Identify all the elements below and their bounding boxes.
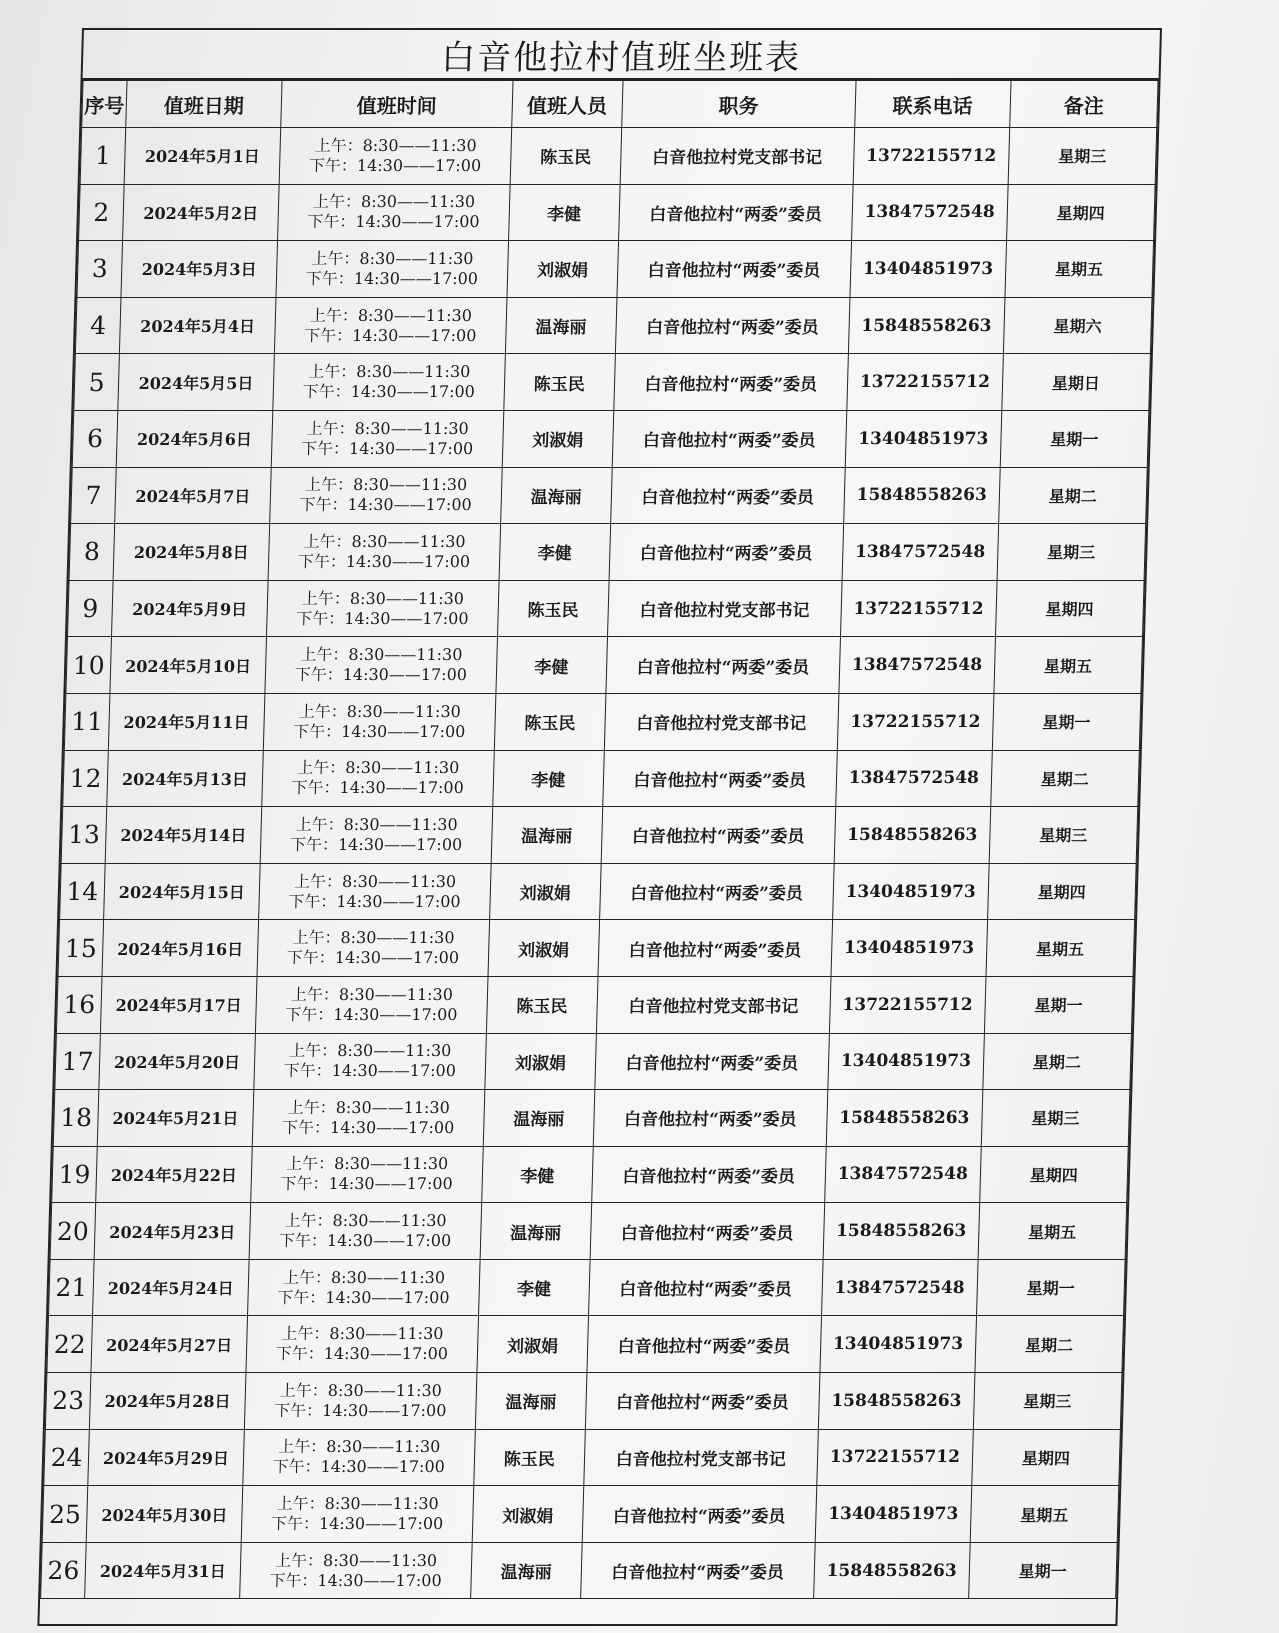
- row-time: [247, 1259, 480, 1316]
- row-time: [258, 863, 491, 920]
- row-date: 2024年5月14日: [105, 807, 261, 864]
- row-position: 白音他拉村“两委”委员: [587, 1316, 822, 1373]
- row-number: 24: [44, 1429, 90, 1486]
- header-date: 值班日期: [126, 81, 282, 128]
- row-time: [244, 1373, 477, 1430]
- table-row: [44, 1429, 1121, 1486]
- row-date: 2024年5月28日: [89, 1373, 245, 1430]
- row-phone: 15848558263: [848, 297, 1004, 354]
- row-staff: 陈玉民: [494, 693, 605, 750]
- row-date: 2024年5月16日: [102, 920, 258, 977]
- row-number: 4: [75, 297, 121, 354]
- duty-table-frame: [37, 28, 1162, 1626]
- row-date: 2024年5月11日: [108, 693, 264, 750]
- row-phone: 15848558263: [823, 1203, 979, 1260]
- row-note: 星期三: [989, 807, 1138, 864]
- row-time: [262, 750, 495, 807]
- row-note: 星期四: [987, 863, 1136, 920]
- row-note: 星期一: [992, 693, 1141, 750]
- row-note: 星期三: [997, 524, 1146, 581]
- row-time-morning: 上午：8:30——11:30: [284, 1211, 447, 1231]
- row-staff: 李健: [496, 637, 607, 694]
- row-staff: 刘淑娟: [490, 863, 601, 920]
- row-time: [279, 128, 512, 185]
- row-date: 2024年5月10日: [110, 637, 266, 694]
- row-time-afternoon: 下午：14:30——17:00: [289, 834, 463, 854]
- row-time-morning: 上午：8:30——11:30: [298, 701, 462, 721]
- row-number: 22: [47, 1316, 93, 1373]
- row-date: 2024年5月24日: [93, 1259, 249, 1316]
- row-staff: 刘淑娟: [502, 410, 613, 467]
- row-position: 白音他拉村“两委”委员: [613, 354, 848, 411]
- row-position: 白音他拉村“两委”委员: [599, 863, 834, 920]
- row-phone: 13847572548: [825, 1146, 981, 1203]
- row-phone: 13847572548: [851, 184, 1007, 241]
- row-position: 白音他拉村“两委”委员: [590, 1203, 825, 1260]
- row-phone: 13404851973: [831, 920, 987, 977]
- row-note: 星期四: [995, 580, 1144, 637]
- row-note: 星期五: [978, 1203, 1127, 1260]
- row-staff: 陈玉民: [510, 128, 621, 185]
- row-date: 2024年5月29日: [88, 1429, 244, 1486]
- row-staff: 温海丽: [471, 1542, 582, 1599]
- table-row: [58, 920, 1135, 977]
- row-time-afternoon: 下午：14:30——17:00: [283, 1061, 457, 1081]
- row-time-morning: 上午：8:30——11:30: [312, 192, 476, 212]
- row-note: 星期三: [981, 1090, 1130, 1147]
- row-time-morning: 上午：8:30——11:30: [304, 475, 468, 495]
- row-time-morning: 上午：8:30——11:30: [296, 758, 460, 778]
- row-position: 白音他拉村“两委”委员: [602, 750, 837, 807]
- row-date: 2024年5月27日: [91, 1316, 247, 1373]
- row-note: 星期一: [1000, 410, 1149, 467]
- header-phone: 联系电话: [855, 81, 1011, 128]
- row-staff: 李健: [482, 1146, 593, 1203]
- row-number: 25: [42, 1486, 88, 1543]
- row-time: [268, 524, 501, 581]
- row-position: 白音他拉村“两委”委员: [580, 1542, 815, 1599]
- row-number: 8: [69, 524, 115, 581]
- row-staff: 温海丽: [483, 1090, 594, 1147]
- table-row: [49, 1259, 1126, 1316]
- row-number: 14: [60, 863, 106, 920]
- row-date: 2024年5月15日: [104, 863, 260, 920]
- row-time: [266, 580, 499, 637]
- row-time-afternoon: 下午：14:30——17:00: [275, 1344, 449, 1364]
- row-time-afternoon: 下午：14:30——17:00: [273, 1400, 447, 1420]
- table-row: [42, 1486, 1119, 1543]
- row-date: 2024年5月5日: [118, 354, 274, 411]
- row-time: [277, 184, 510, 241]
- row-time-afternoon: 下午：14:30——17:00: [286, 948, 460, 968]
- table-row: [47, 1316, 1124, 1373]
- row-staff: 李健: [493, 750, 604, 807]
- table-row: [50, 1203, 1127, 1260]
- row-time-morning: 上午：8:30——11:30: [311, 248, 474, 268]
- row-note: 星期二: [998, 467, 1147, 524]
- row-staff: 陈玉民: [497, 580, 608, 637]
- row-phone: 15848558263: [818, 1373, 974, 1430]
- row-staff: 李健: [509, 184, 620, 241]
- table-row: [41, 1542, 1118, 1599]
- row-position: 白音他拉村党支部书记: [607, 580, 842, 637]
- row-time-morning: 上午：8:30——11:30: [282, 1267, 446, 1287]
- row-number: 18: [53, 1090, 99, 1147]
- row-position: 白音他拉村“两委”委员: [593, 1090, 828, 1147]
- row-phone: 13404851973: [845, 410, 1001, 467]
- row-time-morning: 上午：8:30——11:30: [309, 305, 473, 325]
- row-time: [260, 807, 493, 864]
- table-row: [74, 354, 1151, 411]
- table-row: [55, 1033, 1132, 1090]
- row-position: 白音他拉村“两委”委员: [615, 297, 850, 354]
- row-time-morning: 上午：8:30——11:30: [314, 135, 477, 155]
- row-date: 2024年5月22日: [96, 1146, 252, 1203]
- row-date: 2024年5月23日: [94, 1203, 250, 1260]
- row-time: [254, 1033, 487, 1090]
- row-time: [243, 1429, 476, 1486]
- table-row: [72, 410, 1149, 467]
- row-time-afternoon: 下午：14:30——17:00: [278, 1231, 452, 1251]
- row-position: 白音他拉村“两委”委员: [618, 184, 853, 241]
- row-staff: 刘淑娟: [488, 920, 599, 977]
- row-staff: 陈玉民: [486, 976, 597, 1033]
- row-note: 星期二: [983, 1033, 1132, 1090]
- row-time-afternoon: 下午：14:30——17:00: [277, 1287, 450, 1307]
- table-body: [41, 128, 1157, 1599]
- row-number: 20: [50, 1203, 96, 1260]
- row-number: 12: [63, 750, 109, 807]
- row-time-morning: 上午：8:30——11:30: [292, 928, 455, 948]
- row-number: 21: [49, 1259, 95, 1316]
- row-position: 白音他拉村“两委”委员: [609, 524, 844, 581]
- row-time: [255, 976, 488, 1033]
- table-row: [71, 467, 1148, 524]
- table-row: [56, 976, 1133, 1033]
- table-row: [61, 807, 1138, 864]
- row-time-afternoon: 下午：14:30——17:00: [296, 608, 469, 628]
- row-number: 15: [58, 920, 104, 977]
- row-date: 2024年5月8日: [113, 524, 269, 581]
- table-row: [64, 693, 1141, 750]
- row-time-afternoon: 下午：14:30——17:00: [269, 1570, 442, 1590]
- row-staff: 温海丽: [480, 1203, 591, 1260]
- row-phone: 13847572548: [836, 750, 992, 807]
- row-note: 星期五: [970, 1486, 1119, 1543]
- row-staff: 刘淑娟: [472, 1486, 583, 1543]
- row-time-afternoon: 下午：14:30——17:00: [280, 1174, 454, 1194]
- row-position: 白音他拉村“两委”委员: [598, 920, 833, 977]
- row-time-morning: 上午：8:30——11:30: [290, 984, 454, 1004]
- row-time-morning: 上午：8:30——11:30: [274, 1550, 438, 1570]
- row-time-morning: 上午：8:30——11:30: [285, 1154, 449, 1174]
- header-position: 职务: [621, 81, 856, 128]
- row-phone: 15848558263: [826, 1090, 982, 1147]
- row-staff: 温海丽: [491, 807, 602, 864]
- table-row: [80, 128, 1157, 185]
- table-row: [67, 580, 1144, 637]
- table-row: [77, 241, 1154, 298]
- row-date: 2024年5月9日: [112, 580, 268, 637]
- row-time: [273, 354, 506, 411]
- row-position: 白音他拉村“两委”委员: [585, 1373, 820, 1430]
- row-date: 2024年5月2日: [123, 184, 279, 241]
- row-note: 星期五: [986, 920, 1135, 977]
- table-row: [66, 637, 1143, 694]
- row-staff: 刘淑娟: [477, 1316, 588, 1373]
- row-staff: 温海丽: [505, 297, 616, 354]
- header-no: 序号: [82, 81, 127, 128]
- row-phone: 15848558263: [834, 807, 990, 864]
- row-number: 26: [41, 1542, 87, 1599]
- row-time-afternoon: 下午：14:30——17:00: [305, 268, 479, 288]
- row-position: 白音他拉村“两委”委员: [588, 1259, 823, 1316]
- row-date: 2024年5月17日: [100, 976, 256, 1033]
- row-time: [270, 467, 503, 524]
- row-position: 白音他拉村“两委”委员: [617, 241, 852, 298]
- row-position: 白音他拉村“两委”委员: [606, 637, 841, 694]
- row-position: 白音他拉村“两委”委员: [601, 807, 836, 864]
- row-note: 星期日: [1002, 354, 1151, 411]
- duty-table: [40, 80, 1158, 1599]
- row-position: 白音他拉村党支部书记: [583, 1429, 818, 1486]
- row-time-afternoon: 下午：14:30——17:00: [270, 1514, 444, 1534]
- row-number: 23: [45, 1373, 91, 1430]
- row-note: 星期一: [984, 976, 1133, 1033]
- row-time-afternoon: 下午：14:30——17:00: [272, 1457, 446, 1477]
- row-phone: 13404851973: [850, 241, 1006, 298]
- row-number: 5: [74, 354, 120, 411]
- row-time-afternoon: 下午：14:30——17:00: [303, 325, 477, 345]
- row-phone: 13404851973: [832, 863, 988, 920]
- row-note: 星期四: [971, 1429, 1120, 1486]
- row-date: 2024年5月6日: [116, 410, 272, 467]
- row-note: 星期一: [968, 1542, 1117, 1599]
- row-phone: 13847572548: [821, 1259, 977, 1316]
- table-row: [79, 184, 1156, 241]
- row-date: 2024年5月7日: [115, 467, 271, 524]
- table-row: [69, 524, 1146, 581]
- row-phone: 13404851973: [828, 1033, 984, 1090]
- row-staff: 温海丽: [501, 467, 612, 524]
- row-time-afternoon: 下午：14:30——17:00: [299, 495, 472, 515]
- row-time-morning: 上午：8:30——11:30: [281, 1324, 444, 1344]
- row-staff: 陈玉民: [504, 354, 615, 411]
- row-time: [265, 637, 498, 694]
- row-time: [249, 1203, 482, 1260]
- row-number: 3: [77, 241, 123, 298]
- row-time-morning: 上午：8:30——11:30: [300, 645, 463, 665]
- row-staff: 温海丽: [475, 1373, 586, 1430]
- row-time-afternoon: 下午：14:30——17:00: [308, 155, 482, 175]
- row-position: 白音他拉村“两委”委员: [612, 410, 847, 467]
- page-title: 白音他拉村值班坐班表: [83, 30, 1160, 80]
- table-row: [52, 1146, 1129, 1203]
- row-date: 2024年5月3日: [121, 241, 277, 298]
- row-phone: 15848558263: [844, 467, 1000, 524]
- row-time-afternoon: 下午：14:30——17:00: [288, 891, 461, 911]
- row-phone: 13722155712: [817, 1429, 973, 1486]
- row-phone: 15848558263: [814, 1542, 970, 1599]
- row-note: 星期二: [990, 750, 1139, 807]
- row-date: 2024年5月21日: [97, 1090, 253, 1147]
- row-time: [274, 297, 507, 354]
- row-phone: 13722155712: [837, 693, 993, 750]
- row-phone: 13847572548: [842, 524, 998, 581]
- row-phone: 13722155712: [840, 580, 996, 637]
- table-row: [60, 863, 1137, 920]
- row-position: 白音他拉村党支部书记: [604, 693, 839, 750]
- row-note: 星期二: [975, 1316, 1124, 1373]
- row-time: [246, 1316, 479, 1373]
- row-time: [271, 410, 504, 467]
- row-position: 白音他拉村党支部书记: [620, 128, 855, 185]
- row-number: 17: [55, 1033, 101, 1090]
- row-time-morning: 上午：8:30——11:30: [287, 1097, 451, 1117]
- row-time-afternoon: 下午：14:30——17:00: [294, 665, 468, 685]
- row-note: 星期五: [994, 637, 1143, 694]
- table-row: [75, 297, 1152, 354]
- row-time: [239, 1542, 472, 1599]
- row-number: 6: [72, 410, 118, 467]
- header-note: 备注: [1009, 81, 1158, 128]
- row-date: 2024年5月30日: [86, 1486, 242, 1543]
- table-row: [45, 1373, 1122, 1430]
- row-number: 9: [67, 580, 113, 637]
- table-row: [63, 750, 1140, 807]
- row-position: 白音他拉村党支部书记: [596, 976, 831, 1033]
- row-time-morning: 上午：8:30——11:30: [276, 1494, 439, 1514]
- row-staff: 刘淑娟: [507, 241, 618, 298]
- header-staff: 值班人员: [512, 81, 623, 128]
- row-staff: 李健: [499, 524, 610, 581]
- row-note: 星期三: [1008, 128, 1157, 185]
- row-time-afternoon: 下午：14:30——17:00: [292, 721, 466, 741]
- row-date: 2024年5月13日: [107, 750, 263, 807]
- row-time-afternoon: 下午：14:30——17:00: [302, 382, 476, 402]
- row-note: 星期三: [973, 1373, 1122, 1430]
- row-time: [276, 241, 509, 298]
- row-number: 7: [71, 467, 117, 524]
- row-time-morning: 上午：8:30——11:30: [279, 1380, 443, 1400]
- row-position: 白音他拉村“两委”委员: [610, 467, 845, 524]
- row-time-afternoon: 下午：14:30——17:00: [284, 1004, 458, 1024]
- row-time: [252, 1090, 485, 1147]
- row-time-morning: 上午：8:30——11:30: [295, 814, 458, 834]
- row-date: 2024年5月4日: [119, 297, 275, 354]
- row-staff: 刘淑娟: [485, 1033, 596, 1090]
- row-time: [263, 693, 496, 750]
- row-time-morning: 上午：8:30——11:30: [303, 531, 466, 551]
- row-time-morning: 上午：8:30——11:30: [293, 871, 457, 891]
- row-phone: 13722155712: [829, 976, 985, 1033]
- row-date: 2024年5月20日: [99, 1033, 255, 1090]
- row-note: 星期一: [976, 1259, 1125, 1316]
- row-time-morning: 上午：8:30——11:30: [289, 1041, 452, 1061]
- row-number: 1: [80, 128, 126, 185]
- row-time-morning: 上午：8:30——11:30: [306, 418, 470, 438]
- row-phone: 13404851973: [820, 1316, 976, 1373]
- row-number: 19: [52, 1146, 98, 1203]
- row-number: 10: [66, 637, 112, 694]
- row-time-afternoon: 下午：14:30——17:00: [281, 1117, 455, 1137]
- row-position: 白音他拉村“两委”委员: [582, 1486, 817, 1543]
- row-time-morning: 上午：8:30——11:30: [308, 362, 471, 382]
- row-number: 11: [64, 693, 110, 750]
- row-phone: 13722155712: [847, 354, 1003, 411]
- row-time: [241, 1486, 474, 1543]
- header-time: 值班时间: [281, 81, 513, 128]
- row-note: 星期五: [1005, 241, 1154, 298]
- table-header-row: [82, 81, 1158, 128]
- row-staff: 李健: [479, 1259, 590, 1316]
- table-row: [53, 1090, 1130, 1147]
- row-phone: 13722155712: [853, 128, 1009, 185]
- row-date: 2024年5月31日: [85, 1542, 241, 1599]
- row-phone: 13404851973: [815, 1486, 971, 1543]
- row-number: 2: [79, 184, 125, 241]
- row-time-afternoon: 下午：14:30——17:00: [300, 438, 474, 458]
- row-position: 白音他拉村“两委”委员: [591, 1146, 826, 1203]
- row-date: 2024年5月1日: [124, 128, 280, 185]
- row-time: [257, 920, 490, 977]
- row-number: 13: [61, 807, 107, 864]
- row-time-morning: 上午：8:30——11:30: [301, 588, 465, 608]
- row-time-afternoon: 下午：14:30——17:00: [291, 778, 465, 798]
- row-phone: 13847572548: [839, 637, 995, 694]
- row-note: 星期四: [979, 1146, 1128, 1203]
- row-number: 16: [56, 976, 102, 1033]
- row-time-afternoon: 下午：14:30——17:00: [297, 551, 471, 571]
- row-time: [251, 1146, 484, 1203]
- row-staff: 陈玉民: [474, 1429, 585, 1486]
- row-note: 星期六: [1003, 297, 1152, 354]
- row-time-morning: 上午：8:30——11:30: [277, 1437, 441, 1457]
- row-note: 星期四: [1006, 184, 1155, 241]
- row-position: 白音他拉村“两委”委员: [594, 1033, 829, 1090]
- row-time-afternoon: 下午：14:30——17:00: [307, 212, 480, 232]
